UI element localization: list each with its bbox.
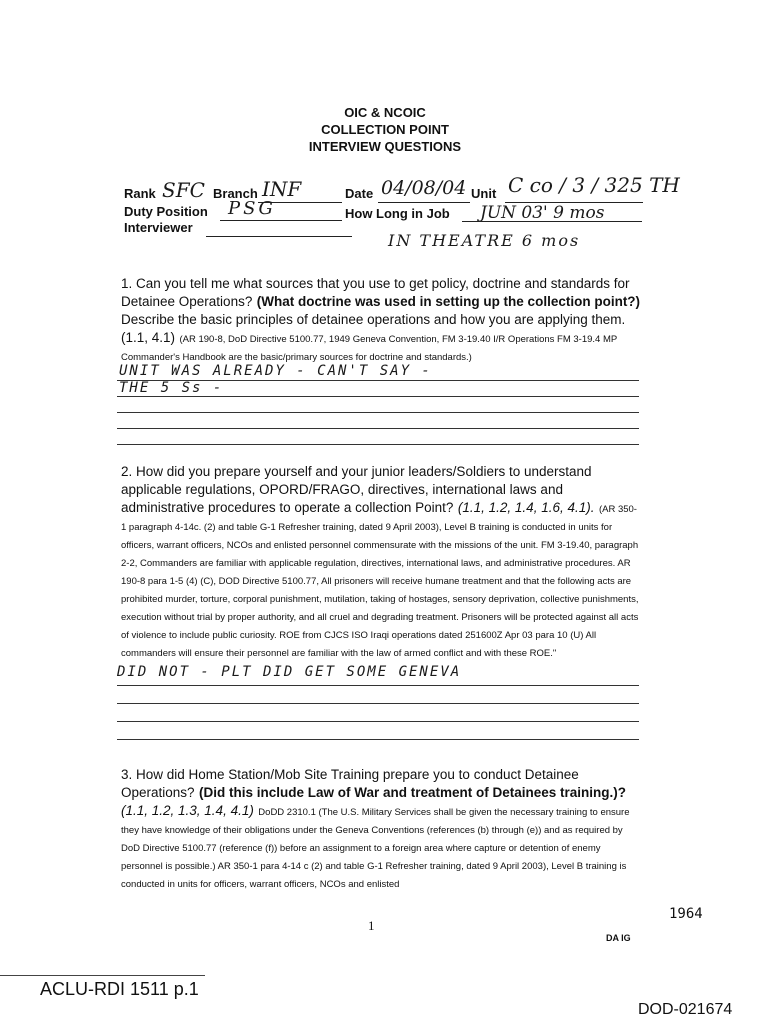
q1-answer-rule-2: [117, 396, 639, 397]
q1-answer-rule-1: [117, 380, 639, 381]
q2-text-a: 2. How did you prepare yourself and your junior leaders/Soldiers to understand applicable regulations, OPORD/FRAGO, directives, international laws and administrative procedures to operate a collection Point?: [121, 464, 592, 515]
title-line-3: INTERVIEW QUESTIONS: [308, 139, 462, 154]
how-long-underline: [462, 221, 642, 222]
duty-position-label: Duty Position: [124, 204, 208, 219]
question-1: [121, 275, 641, 365]
q2-answer-rule-3: [117, 721, 639, 722]
q1-answer-line-2: THE 5 Ss -: [119, 380, 224, 396]
q2-text-c: (AR 350-1 paragraph 4-14c. (2) and table G-1 Refresher training, dated 9 April 2003), Level B training is conducted in units for officers, warrant officers, NCOs and enlisted personnel commensurate with the missions of the unit. FM 3-19.40, paragraph 2-2, Commanders are familiar with applicable regulation, directives, international laws, and administrative procedures. AR 190-8 para 1-5 (4) (C), DOD Directive 5100.77, All prisoners will receive humane treatment and that the following acts are prohibited murder, torture, corporal punishment, mutilation, taking of hostages, sensory deprivation, collective punishments, execution without trial by proper authority, and all cruel and degrading treatment. Prisoners will be protected against all acts of violence to include public curiosity. ROE from CJCS ISO Iraqi operations dated 251600Z Apr 03 para 10 (U) All commanders will ensure their personnel are familiar with the law of armed conflict and with these ROE.": [121, 504, 639, 659]
date-underline: [378, 202, 470, 203]
date-value: 04/08/04: [381, 177, 467, 199]
how-long-value: JUN 03' 9 mos: [480, 203, 605, 223]
q3-text-c: (1.1, 1.2, 1.3, 1.4, 4.1): [121, 803, 254, 818]
duty-position-value: PSG: [228, 198, 276, 219]
q3-text-b: (Did this include Law of War and treatment of Detainees training.)?: [199, 785, 627, 800]
question-2: [121, 463, 641, 661]
q1-text-b: (What doctrine was used in setting up the collection point?): [256, 294, 641, 309]
q3-text-a: 3. How did Home Station/Mob Site Training prepare you to conduct Detainee Operations?: [121, 767, 579, 800]
branch-label: Branch: [213, 186, 258, 201]
date-label: Date: [345, 186, 374, 201]
theatre-note: IN THEATRE 6 mos: [388, 231, 581, 250]
q2-answer-rule-1: [117, 685, 639, 686]
q2-answer-rule-2: [117, 703, 639, 704]
q1-text-a: 1. Can you tell me what sources that you use to get policy, doctrine and standards for Detainee Operations?: [121, 276, 630, 309]
q1-text-c: Describe the basic principles of detainee operations and how you are applying them. (1.1, 4.1): [121, 312, 626, 345]
how-long-label: How Long in Job: [345, 206, 450, 221]
q1-answer-rule-5: [117, 444, 639, 445]
q1-answer-rule-4: [117, 428, 639, 429]
q2-answer-line-1: DID NOT - PLT DID GET SOME GENEVA: [117, 664, 462, 680]
title-line-1: OIC & NCOIC: [344, 105, 426, 120]
rank-value: SFC: [162, 178, 205, 202]
interviewer-label: Interviewer: [124, 220, 193, 235]
aclu-label: ACLU-RDI 1511 p.1: [40, 979, 199, 999]
q1-answer-line-1: UNIT WAS ALREADY - CAN'T SAY -: [119, 363, 432, 379]
duty-position-underline: [220, 220, 342, 221]
q2-text-b: (1.1, 1.2, 1.4, 1.6, 4.1).: [457, 500, 595, 515]
title-line-2: COLLECTION POINT: [321, 122, 449, 137]
rank-label: Rank: [124, 186, 156, 201]
interviewer-underline: [206, 236, 352, 237]
question-3: [121, 766, 641, 892]
unit-value: C co / 3 / 325 TH: [508, 173, 680, 197]
q1-answer-rule-3: [117, 412, 639, 413]
dod-label: DOD-021674: [638, 1001, 733, 1018]
page-number: 1: [368, 918, 375, 933]
unit-label: Unit: [471, 186, 497, 201]
q1-text-d: (AR 190-8, DoD Directive 5100.77, 1949 Geneva Convention, FM 3-19.40 I/R Operations FM 3-19.4 MP Commander's Handbook are the basic/primary sources for doctrine and standards.): [121, 334, 618, 363]
stamp-number: 1964: [669, 906, 703, 922]
q3-text-d: DoDD 2310.1 (The U.S. Military Services shall be given the necessary training to ensure they have knowledge of their obligations under the Geneva Conventions (references (b) through (e)) and as required by DoD Directive 5100.77 (reference (f)) before an assignment to a foreign area where capture or detention of enemy personnel is possible.) AR 350-1 para 4-14 c (2) and table G-1 Refresher training, dated 9 April 2003), Level B training is conducted in units for officers, warrant officers, NCOs and enlisted: [121, 807, 630, 890]
da-ig-stamp: DA IG: [606, 933, 631, 943]
branch-value: INF: [262, 177, 302, 201]
q2-answer-rule-4: [117, 739, 639, 740]
aclu-divider: [0, 975, 205, 976]
